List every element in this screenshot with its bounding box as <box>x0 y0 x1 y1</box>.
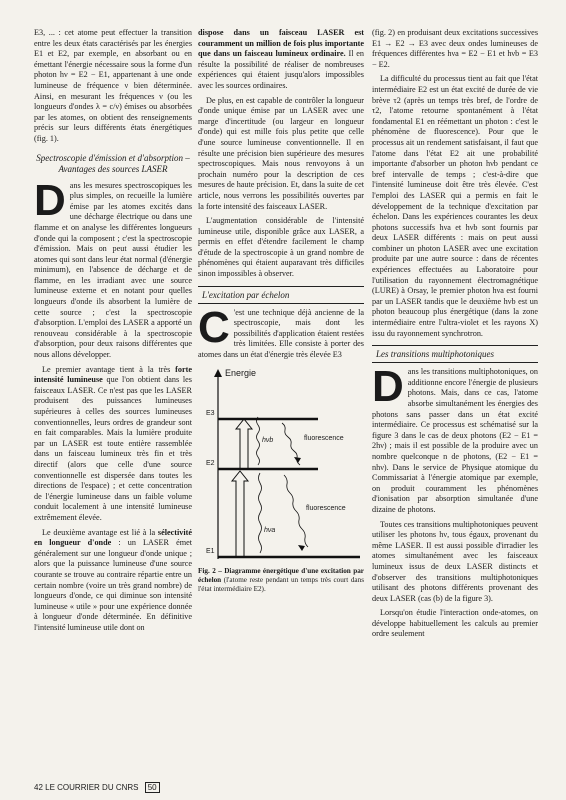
arrow-hva <box>232 471 248 557</box>
energy-diagram <box>198 367 364 565</box>
paragraph: Dans les transitions multiphotoniques, on additionne encore l'énergie de plusieurs photons. Mais, dans ce cas, l'atome absorbe simultanément les énergies des photons sans passer dans un état excité intermédiaire. Ce processus est schématisé sur la figure 3 dans le cas de deux photons (E2 − E1 = 2hν) ; mais il est possible de la produire avec un nombre quelconque n de photons, (E2 − E1 = nhν). Dans le service de Physique atomique du Commissariat à l'énergie atomique par exemple, on produit couramment les phénomènes d'ionisation par absorption simultanée d'une dizaine de photons. <box>372 362 538 514</box>
wave-hvb <box>257 417 260 465</box>
drop-cap: D <box>372 362 404 412</box>
page-footer <box>34 783 160 792</box>
paragraph: L'augmentation considérable de l'intensité lumineuse utile, disponible grâce aux LASER, a permis en effet d'étendre facilement le champ d'étude de la spectroscopie à un grand nombre de phénomènes qui étaient auparavant très difficiles sinon impossibles à observer. <box>198 216 364 279</box>
section-heading: Les transitions multiphotoniques <box>372 345 538 363</box>
arrow-label-hvb: hνb <box>262 436 274 444</box>
paragraph: Toutes ces transitions multiphotoniques peuvent utiliser les photons hν, tous égaux, provenant du même LASER. Il est aussi possible d'irradier les atomes simultanément avec les faisceaux lumineux issus de deux LASER distincts et d'observer des transitions multiphotoniques utilisant des photons différents provenant des deux LASER (cas (b) de la figure 3). <box>372 519 538 603</box>
page-number: 42 <box>34 783 43 792</box>
paragraph: Le premier avantage tient à la très forte intensité lumineuse que l'on obtient dans les faisceaux LASER. Ce n'est pas que les LASER produisent des puissances lumineuses supérieures à celles des sources lumineuses conventionnelles, leurs ordres de grandeur sont en fait comparables. Mais la lumière produite par un LASER est toute entière rassemblée dans un faisceau lumineux très fin et très directif (alors que celle d'une source conventionnelle est dispersée dans toutes les directions de l'espace) ; et cette concentration de l'énergie lumineuse dans un faible volume conduit localement à une intensité lumineuse extrêmement élevée. <box>34 364 192 522</box>
paragraph: De plus, en est capable de contrôler la longueur d'onde unique émise par un LASER avec une marge d'incertitude (ou largeur en longueur d'onde) qui est mille fois plus petite que celle d'une source lumineuse conventionnelle. Il en résulte une précision bien supérieure des mesures spectroscopiques. Mais nous renvoyons à un prochain numéro pour la description de ces mesures de haute précision. Et, dans la suite de cet article, nous verrons les possibilités ouvertes par la forte intensité des faisceaux LASER. <box>198 95 364 211</box>
energy-diagram-svg <box>198 367 364 565</box>
paragraph: dispose dans un faisceau LASER est couramment un million de fois plus importante que dans un faisceau lumineux ordinaire. Il en résulte la possibilité de réaliser de nombreuses expériences qui étaient jusqu'alors impossibles avec les sources ordinaires. <box>198 28 364 90</box>
level-label-e1: E1 <box>206 547 215 555</box>
figure-caption: Fig. 2 – Diagramme énergétique d'une excitation par échelon (l'atome reste pendant un temps très court dans l'état intermédiaire E2). <box>198 566 364 593</box>
arrow-hvb <box>236 419 252 469</box>
section-heading: L'excitation par échelon <box>198 286 364 304</box>
paragraph: (fig. 2) en produisant deux excitations successives E1 → E2 → E3 avec deux ondes lumineuses de fréquences différentes hνa = E2 − E1 et hνb = E3 − E2. <box>372 28 538 69</box>
journal-title: LE COURRIER DU CNRS <box>45 783 139 792</box>
drop-cap: C <box>198 302 230 352</box>
paragraph: C 'est une technique déjà ancienne de la spectroscopie, mais dont les possibilités d'application étaient restées très limitées. Elle consiste à porter des atomes dans un état d'énergie très élevée E3 <box>198 302 364 360</box>
paragraph: Dans les mesures spectroscopiques les plus simples, on recueille la lumière émise par les atomes excités dans une décharge électrique ou dans une flamme et on analyse les différentes longueurs d'onde qui la composent ; c'est la spectroscopie d'émission. Mais on peut aussi étudier les atomes qui sont dans leur état normal (d'énergie minimum), en l'absence de décharge et de flamme, en les irradiant avec une source lumineuse externe et en notant pour quelles longueurs d'onde ils absorbent la lumière de cette source ; c'est la spectroscopie d'absorption. L'emploi des LASER a apporté un renouveau considérable à la spectroscopie d'absorption, pour deux raisons différentes que nous allons développer. <box>34 175 192 360</box>
column-1 <box>34 28 192 633</box>
drop-cap: D <box>34 175 66 225</box>
paragraph: La difficulté du processus tient au fait que l'état intermédiaire E2 est un état excité de durée de vie brève τ2 (après un temps très bref, de l'ordre de τ2, l'atome retourne spontanément à l'état fondamental E1 en réémettant un photon : c'est le phénomène de fluorescence). Pour que le processus ait un rendement satisfaisant, il faut que l'atome dans l'état E2 ait une probabilité importante d'absorber un photon hνb pendant ce bref intervalle de temps ; c'est-à-dire que l'intensité lumineuse doit être très élevée. C'est l'emploi des LASER qui a permis en fait le développement de la technique d'excitation par échelon. Dans les expériences courantes les deux photons successifs hνa et hνb sont fournis par deux LASER différents : mais on peut aussi combiner un photon LASER avec une excitation produite par une autre source : dans de récentes expériences effectuées au Laboratoire pour l'utilisation du rayonnement électromagnétique (LURE) à Orsay, le premier photon hνa est fourni par un LASER tandis que le deuxième hνb est un photon beaucoup plus énergétique (dans la zone intermédiaire entre l'ultra-violet et les rayons X) issu du rayonnement synchrotron. <box>372 74 538 338</box>
fluorescence-label-lower: fluorescence <box>306 504 346 512</box>
axis-label: Energie <box>225 367 257 378</box>
paragraph: E3, ... : cet atome peut effectuer la transition entre les deux états caractérisés par les énergies E1 et E2, par exemple, en absorbant ou en émettant l'énergie nécessaire sous la forme d'un photon hν = E2 − E1, appartenant à une onde lumineuse de fréquence ν bien déterminée. Ainsi, en mesurant les fréquences ν (ou les longueurs d'ondes λ = c/ν) émises ou absorbées par les atomes, on obtient des renseignements précis sur leurs différents états énergétiques (fig. 1). <box>34 28 192 143</box>
arrow-label-hva: hνa <box>264 526 276 534</box>
fluorescence-label-upper: fluorescence <box>304 434 344 442</box>
fluorescence-lower <box>284 475 308 547</box>
column-2 <box>198 28 364 594</box>
paragraph: Le deuxième avantage est lié à la sélectivité en longueur d'onde : un LASER émet généralement sur une longueur d'onde unique ; alors que la puissance lumineuse d'une source courante se trouve au contraire répartie entre un certain nombre (voire un très grand nombre) de longueurs d'onde, ce qui diminue son intensité lumineuse « utile » pour une expérience donnée à longueur d'onde déterminée. En définitive l'intensité lumineuse utile dont on <box>34 527 192 632</box>
column-3 <box>372 28 538 640</box>
level-label-e3: E3 <box>206 409 215 417</box>
level-label-e2: E2 <box>206 459 215 467</box>
axis-arrowhead <box>214 369 222 377</box>
section-heading: Spectroscopie d'émission et d'absorption – Avantages des sources LASER <box>36 152 190 174</box>
wave-hva <box>259 473 262 553</box>
issue-number: 50 <box>145 782 160 793</box>
paragraph: Lorsqu'on étudie l'interaction onde-atomes, on développe habituellement les calculs au premier ordre seulement <box>372 608 538 639</box>
